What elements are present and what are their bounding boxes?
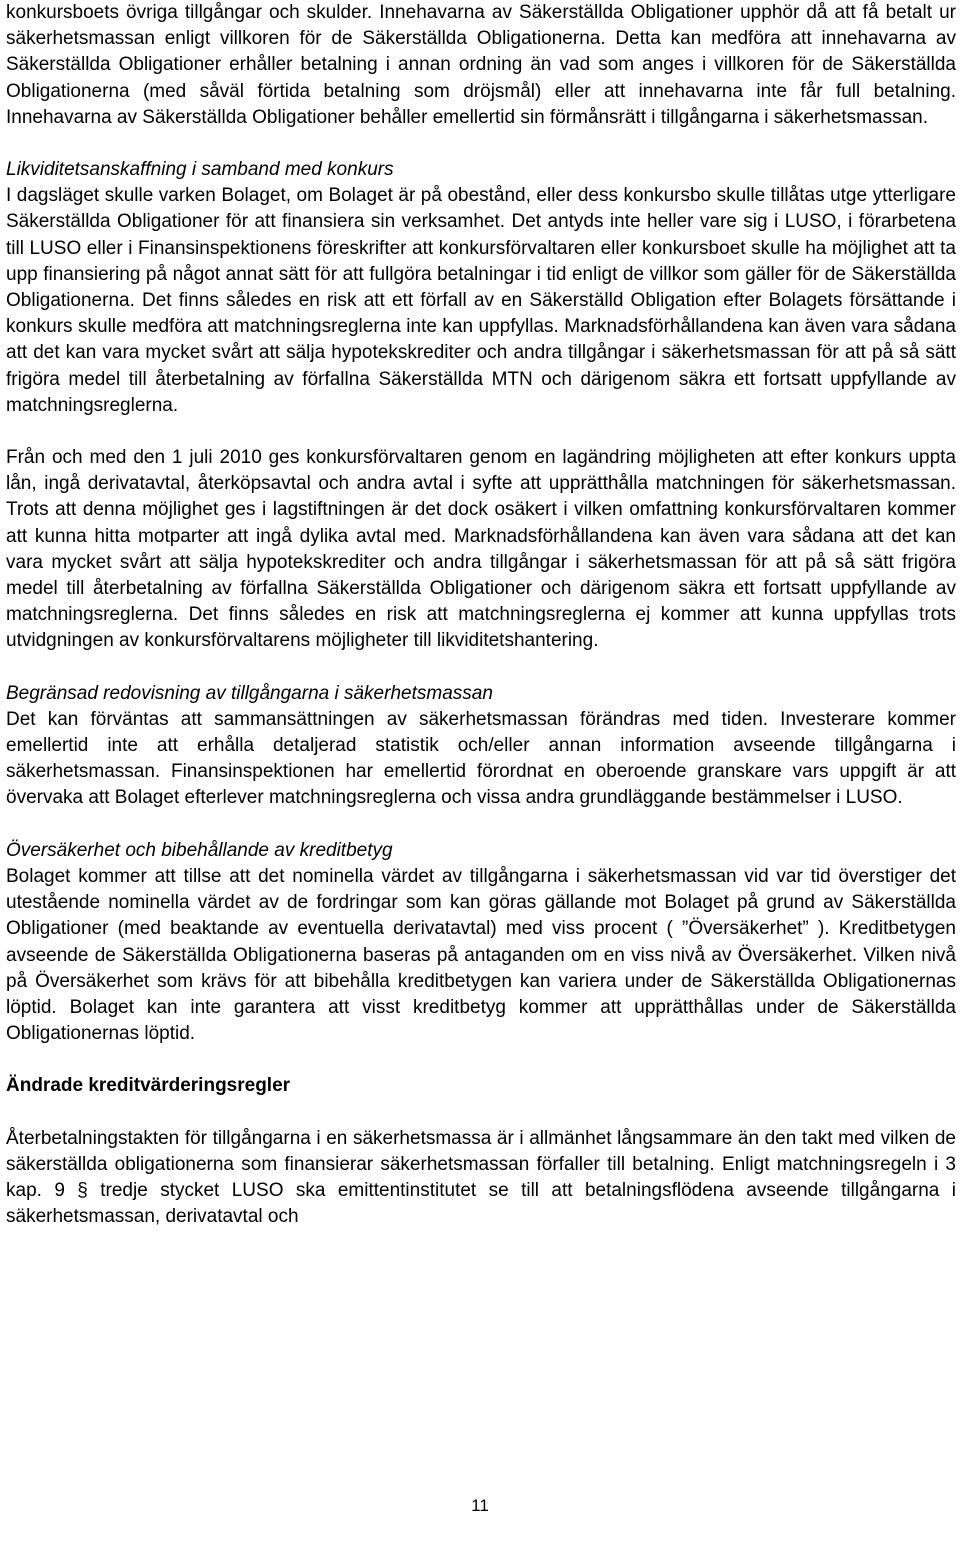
paragraph-redovisning: Det kan förväntas att sammansättningen av säkerhetsmassan förändras med tiden. Investerare kommer emellertid inte att erhålla detaljerad statistik och/eller annan information avseende tillgångarna i säkerhetsmassan. Finansinspektionen har emellertid förordnat en oberoende granskare vars uppgift är att övervaka att Bolaget efterlever matchningsreglerna och vissa andra grundläggande bestämmelser i LUSO. [6, 708, 956, 809]
page-number: 11 [471, 1496, 489, 1515]
paragraph-oversakerhet: Bolaget kommer att tillse att det nominella värdet av tillgångarna i säkerhetsmassan vid var tid överstiger det utestående nominella värdet av de fordringar som kan göras gällande mot Bolaget på grund av Säkerställda Obligationer (med beaktande av eventuella derivatavtal) med viss procent ( ”Översäkerhet” ). Kreditbetygen avseende de Säkerställda Obligationerna baseras på antaganden om en viss nivå av Översäkerhet. Vilken nivå på Översäkerhet som krävs för att bibehålla kreditbetygen kan variera under de Säkerställda Obligationernas löptid. Bolaget kan inte garantera att visst kreditbetyg kommer att upprätthållas under de Säkerställda Obligationernas löptid. [6, 865, 956, 1045]
paragraph-aterbetalningstakten: Återbetalningstakten för tillgångarna i en säkerhetsmassa är i allmänhet långsammare än den takt med vilken de säkerställda obligationerna som finansierar säkerhetsmassan förfaller till betalning. Enligt matchningsregeln i 3 kap. 9 § tredje stycket LUSO ska emittentinstitutet se till att betalningsflödena avseende tillgångarna i säkerhetsmassan, derivatavtal och [6, 1127, 956, 1228]
paragraph-konkursboets: konkursboets övriga tillgångar och skulder. Innehavarna av Säkerställda Obligationer upphör då att få betalt ur säkerhetsmassan enligt villkoren för de Säkerställda Obligationerna. Detta kan medföra att innehavarna av Säkerställda Obligationer erhåller betalning i annan ordning än vad som anges i villkoren för de Säkerställda Obligationerna (med såväl förtida betalning som dröjsmål) eller att innehavarna inte får full betalning. Innehavarna av Säkerställda Obligationer behåller emellertid sin förmånsrätt i tillgångarna i säkerhetsmassan. [6, 2, 956, 128]
heading-oversakerhet: Översäkerhet och bibehållande av kreditbetyg [6, 839, 393, 861]
paragraph-likviditet: I dagsläget skulle varken Bolaget, om Bolaget är på obestånd, eller dess konkursbo skulle tillåtas utge ytterligare Säkerställda Obligationer för att finansiera sin verksamhet. Det antyds inte heller vare sig i LUSO, i förarbetena till LUSO eller i Finansinspektionens föreskrifter att konkursförvaltaren eller konkursboet skulle ha möjlighet att ta upp finansiering på något annat sätt för att fullgöra betalningar i tid enligt de villkor som gäller för de Säkerställda Obligationerna. Det finns således en risk att ett förfall av en Säkerställd Obligation efter Bolagets försättande i konkurs skulle medföra att matchningsreglerna inte kan uppfyllas. Marknadsförhållandena kan även vara sådana att det kan vara mycket svårt att sälja hypotekskrediter och andra tillgångar i säkerhetsmassan för att på så sätt frigöra medel till återbetalning av förfallna Säkerställda MTN och därigenom säkra ett fortsatt uppfyllande av matchningsreglerna. [6, 185, 956, 416]
document-page [6, 0, 956, 1230]
heading-likviditetsanskaffning: Likviditetsanskaffning i samband med konkurs [6, 159, 394, 181]
heading-begransad-redovisning: Begränsad redovisning av tillgångarna i säkerhetsmassan [6, 682, 493, 704]
paragraph-lagandring: Från och med den 1 juli 2010 ges konkursförvaltaren genom en lagändring möjligheten att efter konkurs uppta lån, ingå derivatavtal, återköpsavtal och andra avtal i syfte att upprätthålla matchningen för säkerhetsmassan. Trots att denna möjlighet ges i lagstiftningen är det dock osäkert i vilken omfattning konkursförvaltaren kommer att kunna hitta motparter att ingå dylika avtal med. Marknadsförhållandena kan även vara sådana att det kan vara mycket svårt att sälja hypotekskrediter och andra tillgångar i säkerhetsmassan för att på så sätt frigöra medel till återbetalning av förfallna Säkerställda Obligationer och därigenom säkra ett fortsatt uppfyllande av matchningsreglerna. Det finns således en risk att matchningsreglerna ej kommer att kunna uppfyllas trots utvidgningen av konkursförvaltarens möjligheter till likviditetshantering. [6, 447, 956, 652]
heading-andrade-kreditvarderingsregler: Ändrade kreditvärderingsregler [6, 1075, 291, 1097]
